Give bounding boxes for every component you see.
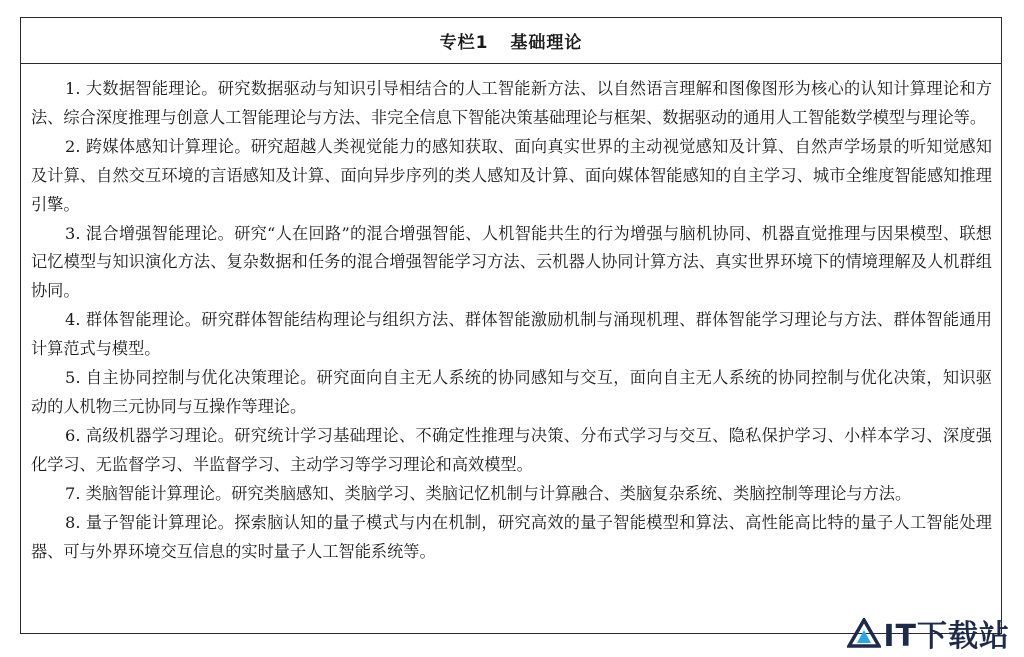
box-header — [21, 18, 1001, 64]
paragraph-4: 4. 群体智能理论。研究群体智能结构理论与组织方法、群体智能激励机制与涌现机理、群体智能学习理论与方法、群体智能通用计算范式与模型。 — [31, 310, 992, 359]
box-title: 基础理论 — [510, 33, 583, 53]
paragraph-8: 8. 量子智能计算理论。探索脑认知的量子模式与内在机制，研究高效的量子智能模型和算法、高性能高比特的量子人工智能处理器、可与外界环境交互信息的实时量子人工智能系统等。 — [31, 512, 992, 561]
paragraph-1: 1. 大数据智能理论。研究数据驱动与知识引导相结合的人工智能新方法、以自然语言理解和图像图形为核心的认知计算理论和方法、综合深度推理与创意人工智能理论与方法、非完全信息下智能决策基础理论与框架、数据驱动的通用人工智能数学模型与理论等。 — [31, 79, 992, 127]
watermark-logo — [847, 611, 1010, 655]
triangle-logo-icon — [847, 618, 881, 648]
paragraph-7: 7. 类脑智能计算理论。研究类脑感知、类脑学习、类脑记忆机制与计算融合、类脑复杂系统、类脑控制等理论与方法。 — [65, 483, 912, 503]
watermark-text: IT下载站 — [883, 619, 1010, 654]
box-content — [21, 64, 1001, 566]
sidebar-box — [20, 17, 1002, 634]
box-title-prefix: 专栏1 — [439, 33, 489, 53]
paragraph-2: 2. 跨媒体感知计算理论。研究超越人类视觉能力的感知获取、面向真实世界的主动视觉感知及计算、自然声学场景的听知觉感知及计算、自然交互环境的言语感知及计算、面向异步序列的类人感知及计算、面向媒体智能感知的自主学习、城市全维度智能感知推理引擎。 — [31, 136, 992, 214]
paragraph-5: 5. 自主协同控制与优化决策理论。研究面向自主无人系统的协同感知与交互，面向自主无人系统的协同控制与优化决策，知识驱动的人机物三元协同与互操作等理论。 — [31, 368, 992, 416]
paragraph-3: 3. 混合增强智能理论。研究“人在回路”的混合增强智能、人机智能共生的行为增强与脑机协同、机器直觉推理与因果模型、联想记忆模型与知识演化方法、复杂数据和任务的混合增强智能学习方法、云机器人协同计算方法、真实世界环境下的情境理解及人机群组协同。 — [31, 223, 992, 301]
paragraph-6: 6. 高级机器学习理论。研究统计学习基础理论、不确定性推理与决策、分布式学习与交互、隐私保护学习、小样本学习、深度强化学习、无监督学习、半监督学习、主动学习等学习理论和高效模型。 — [31, 425, 992, 474]
